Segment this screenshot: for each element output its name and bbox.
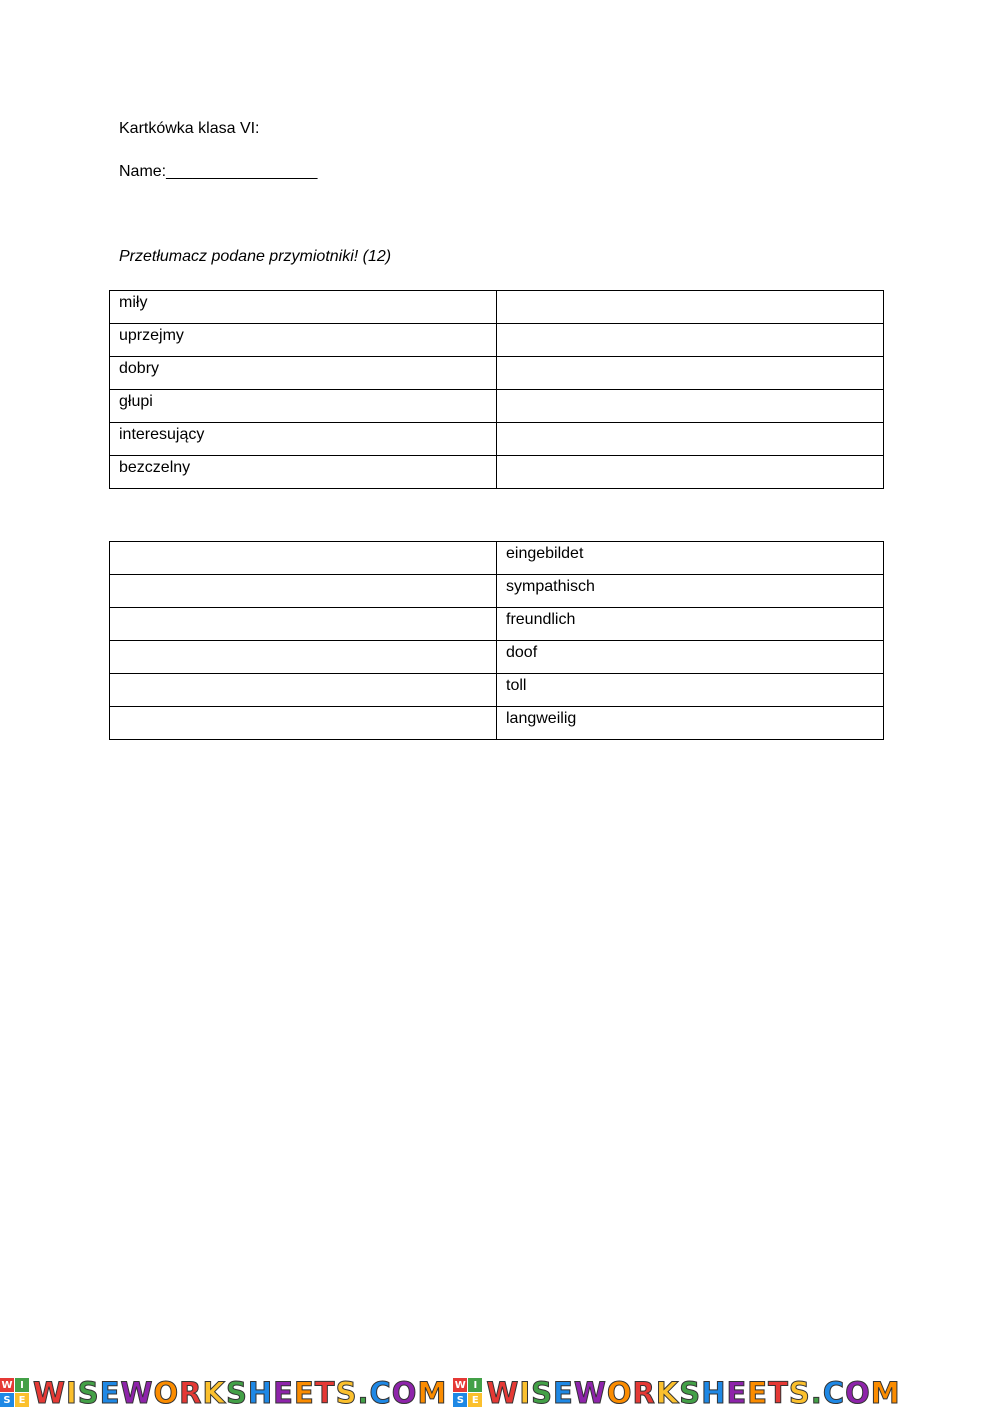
polish-word: dobry: [110, 357, 497, 390]
answer-cell[interactable]: [110, 542, 497, 575]
polish-word: interesujący: [110, 423, 497, 456]
answer-cell[interactable]: [110, 674, 497, 707]
german-word: langweilig: [497, 707, 884, 740]
table-row: [110, 423, 884, 456]
german-word: doof: [497, 641, 884, 674]
table-row: [110, 674, 884, 707]
logo-letter: W: [454, 1379, 466, 1391]
logo-letter: E: [15, 1393, 29, 1407]
table-row: [110, 357, 884, 390]
logo-letter: I: [15, 1378, 29, 1392]
polish-word: uprzejmy: [110, 324, 497, 357]
logo-letter: I: [468, 1378, 482, 1392]
polish-word: miły: [110, 291, 497, 324]
table-row: [110, 575, 884, 608]
table-row: [110, 608, 884, 641]
polish-word: bezczelny: [110, 456, 497, 489]
polish-word: głupi: [110, 390, 497, 423]
logo-icon: [453, 1378, 482, 1407]
table-row: [110, 707, 884, 740]
translate-table-polish: [109, 290, 884, 489]
answer-cell[interactable]: [497, 357, 884, 390]
logo-letter: E: [468, 1393, 482, 1407]
answer-cell[interactable]: [497, 456, 884, 489]
table-row: [110, 542, 884, 575]
instruction-text: Przetłumacz podane przymiotniki! (12): [119, 248, 392, 265]
brand-logo[interactable]: [0, 1376, 447, 1410]
worksheet-title: Kartkówka klasa VI:: [119, 120, 260, 137]
footer-watermark: [0, 1372, 1000, 1413]
table-row: [110, 390, 884, 423]
answer-cell[interactable]: [110, 641, 497, 674]
answer-cell[interactable]: [497, 390, 884, 423]
logo-letter: S: [453, 1393, 467, 1407]
logo-icon: [0, 1378, 29, 1407]
name-field-line: Name:_________________: [119, 163, 318, 180]
german-word: sympathisch: [497, 575, 884, 608]
table-row: [110, 456, 884, 489]
answer-cell[interactable]: [110, 707, 497, 740]
logo-letter: W: [1, 1379, 13, 1391]
answer-cell[interactable]: [497, 324, 884, 357]
answer-cell[interactable]: [497, 423, 884, 456]
table-row: [110, 291, 884, 324]
brand-text: WISEWORKSHEETS.COM: [486, 1375, 901, 1410]
brand-text: WISEWORKSHEETS.COM: [33, 1375, 448, 1410]
table-row: [110, 641, 884, 674]
table-row: [110, 324, 884, 357]
german-word: freundlich: [497, 608, 884, 641]
logo-letter: S: [0, 1393, 14, 1407]
brand-logo[interactable]: [453, 1376, 900, 1410]
german-word: toll: [497, 674, 884, 707]
answer-cell[interactable]: [110, 575, 497, 608]
answer-cell[interactable]: [497, 291, 884, 324]
answer-cell[interactable]: [110, 608, 497, 641]
german-word: eingebildet: [497, 542, 884, 575]
translate-table-german: [109, 541, 884, 740]
